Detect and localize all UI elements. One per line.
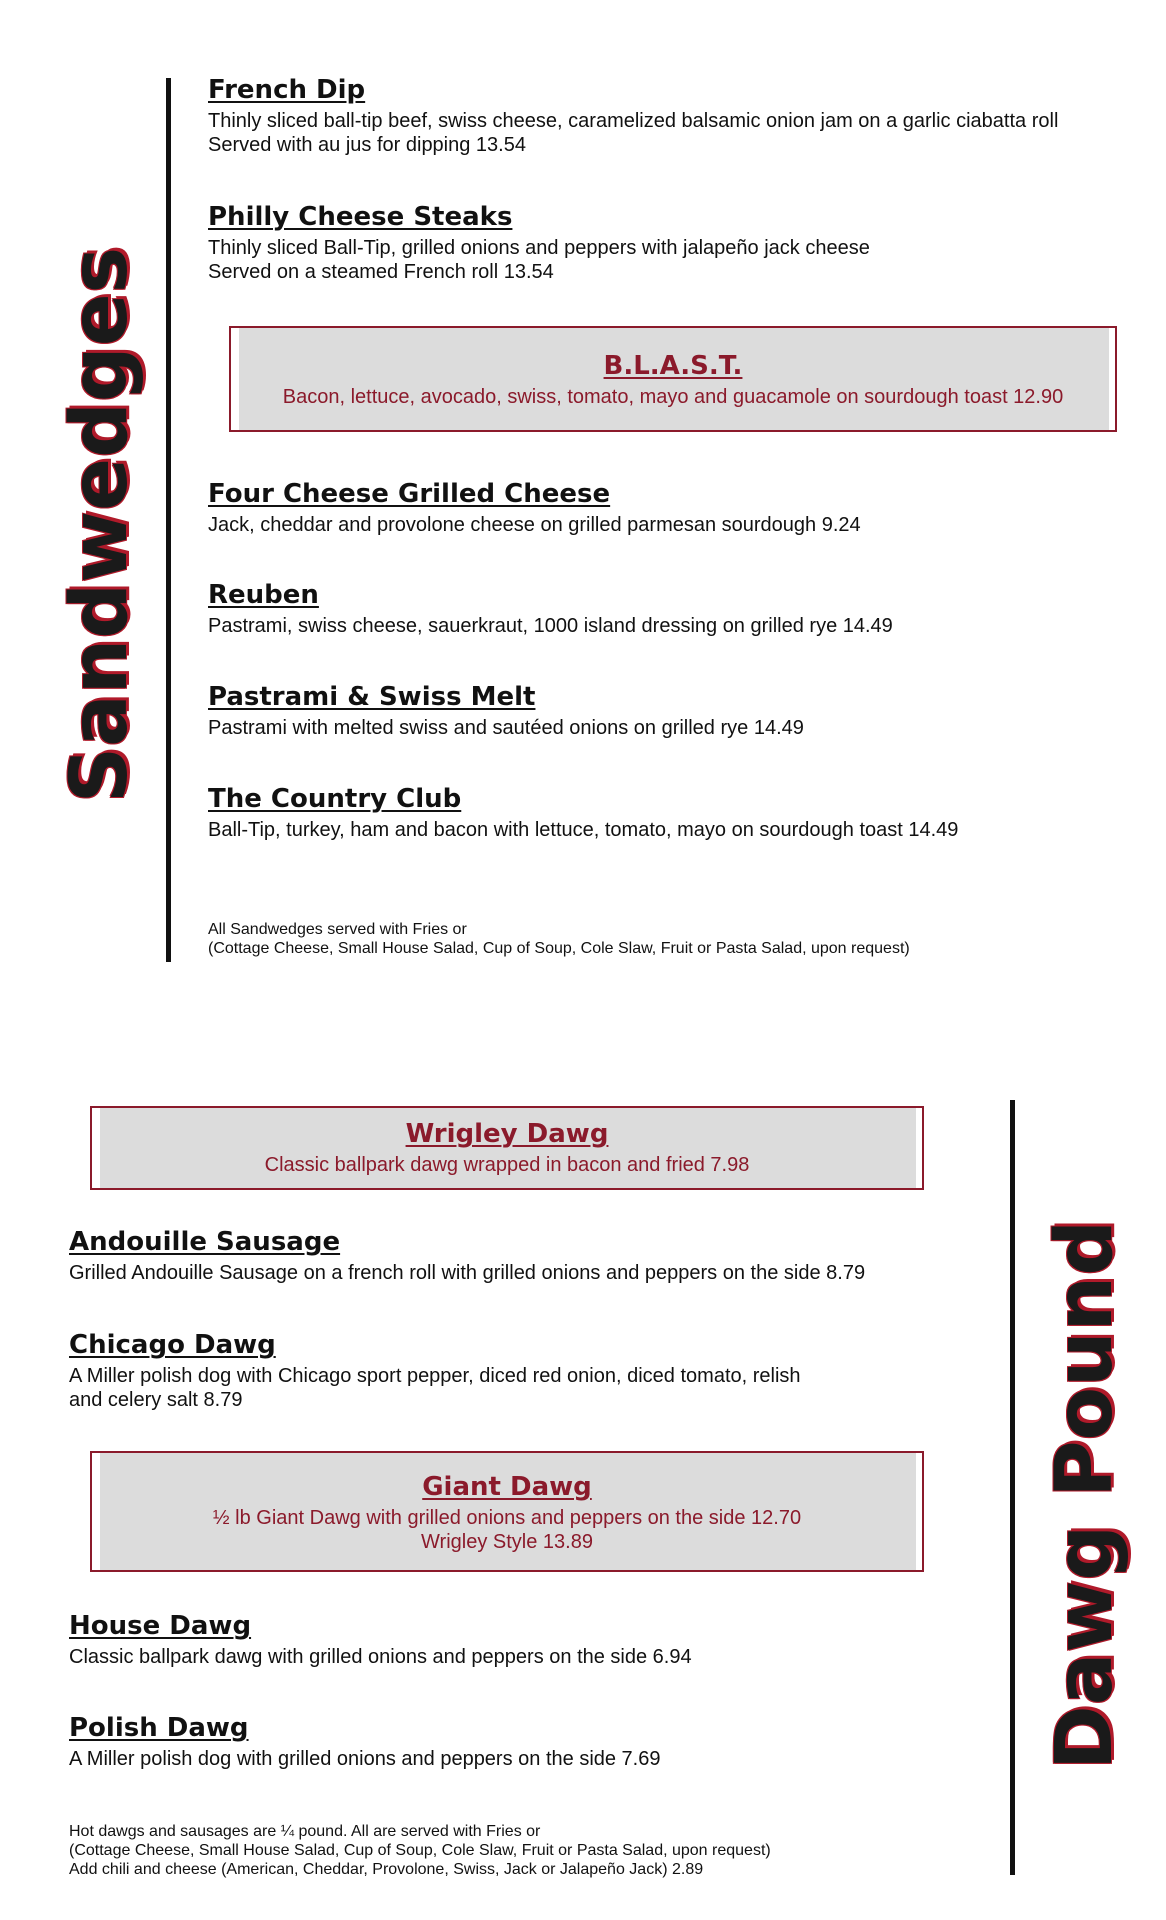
menu-item-chicago-dawg: [69, 1331, 801, 1412]
menu-item-four-cheese-grilled-cheese: [208, 480, 861, 537]
item-name: The Country Club: [208, 784, 462, 814]
sandwedges-section-title: Sandwedges: [55, 246, 145, 804]
sandwedges-sides-note: All Sandwedges served with Fries or (Cottage Cheese, Small House Salad, Cup of Soup, Cole Slaw, Fruit or Pasta Salad, upon request): [208, 921, 910, 957]
item-name: Philly Cheese Steaks: [208, 202, 513, 232]
featured-item-name: Wrigley Dawg: [405, 1119, 609, 1149]
item-description: Ball-Tip, turkey, ham and bacon with lettuce, tomato, mayo on sourdough toast 14.49: [208, 818, 959, 841]
item-description: Thinly sliced ball-tip beef, swiss cheese, caramelized balsamic onion jam on a garlic ciabatta roll Served with au jus for dipping 13.54: [208, 109, 1059, 156]
item-name: Chicago Dawg: [69, 1330, 276, 1360]
item-description: Grilled Andouille Sausage on a french roll with grilled onions and peppers on the side 8.79: [69, 1261, 866, 1284]
item-name: Polish Dawg: [69, 1713, 249, 1743]
item-description: Classic ballpark dawg with grilled onions and peppers on the side 6.94: [69, 1645, 692, 1668]
featured-item-description: Classic ballpark dawg wrapped in bacon and fried 7.98: [264, 1153, 750, 1176]
item-name: Andouille Sausage: [69, 1227, 341, 1257]
menu-item-country-club: [208, 785, 958, 842]
item-description: Jack, cheddar and provolone cheese on grilled parmesan sourdough 9.24: [208, 513, 861, 536]
item-description: A Miller polish dog with Chicago sport pepper, diced red onion, diced tomato, relish and celery salt 8.79: [69, 1364, 801, 1411]
menu-item-polish-dawg: [69, 1714, 660, 1771]
item-name: Four Cheese Grilled Cheese: [208, 479, 611, 509]
featured-item-description: Bacon, lettuce, avocado, swiss, tomato, mayo and guacamole on sourdough toast 12.90: [282, 385, 1064, 408]
item-description: Pastrami, swiss cheese, sauerkraut, 1000 island dressing on grilled rye 14.49: [208, 614, 893, 637]
item-name: Reuben: [208, 580, 319, 610]
featured-item-giant-dawg: [90, 1451, 924, 1572]
featured-item-name: B.L.A.S.T.: [603, 351, 743, 381]
menu-item-reuben: [208, 581, 893, 638]
item-description: Thinly sliced Ball-Tip, grilled onions and peppers with jalapeño jack cheese Served on a steamed French roll 13.54: [208, 236, 870, 283]
featured-item-description: ½ lb Giant Dawg with grilled onions and peppers on the side 12.70 Wrigley Style 13.89: [212, 1506, 802, 1553]
dawg-pound-section-title: Dawg Pound: [1040, 1219, 1130, 1771]
menu-item-french-dip: [208, 76, 1058, 157]
menu-item-house-dawg: [69, 1612, 692, 1669]
menu-item-pastrami-swiss-melt: [208, 683, 804, 740]
featured-item-name: Giant Dawg: [422, 1472, 592, 1502]
sandwedges-divider-line: [166, 78, 171, 962]
menu-item-philly-cheese-steaks: [208, 203, 870, 284]
item-description: Pastrami with melted swiss and sautéed onions on grilled rye 14.49: [208, 716, 804, 739]
dawg-pound-divider-line: [1010, 1100, 1015, 1875]
item-name: Pastrami & Swiss Melt: [208, 682, 536, 712]
item-description: A Miller polish dog with grilled onions and peppers on the side 7.69: [69, 1747, 661, 1770]
featured-item-blast: [229, 326, 1117, 432]
menu-item-andouille-sausage: [69, 1228, 865, 1285]
featured-item-wrigley-dawg: [90, 1106, 924, 1190]
item-name: House Dawg: [69, 1611, 252, 1641]
item-name: French Dip: [208, 75, 366, 105]
dawg-pound-sides-note: Hot dawgs and sausages are ¼ pound. All are served with Fries or (Cottage Cheese, Small House Salad, Cup of Soup, Cole Slaw, Fruit or Pasta Salad, upon request) Add chili and cheese (American, Cheddar, Provolone, Swiss, Jack or Jalapeño Jack) 2.89: [69, 1823, 771, 1878]
